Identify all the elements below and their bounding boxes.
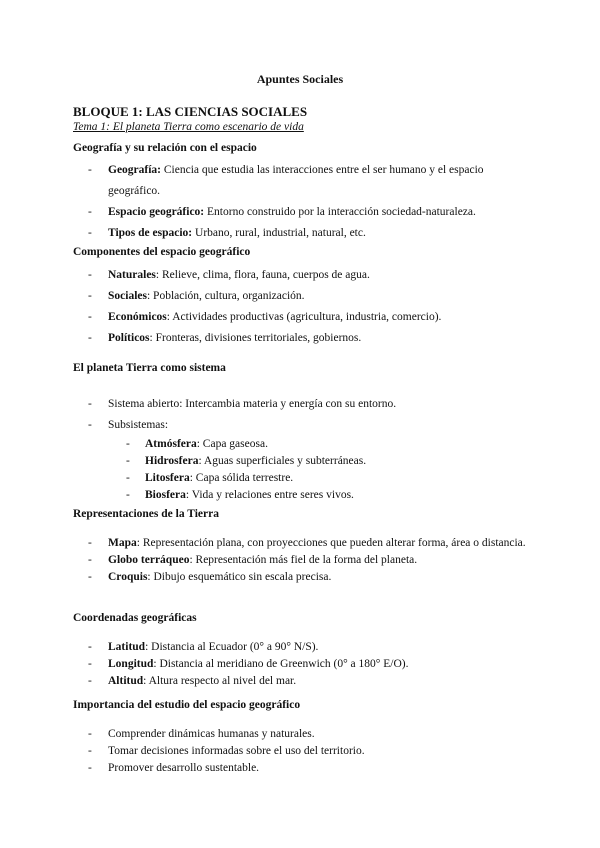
item-term: Políticos <box>108 332 150 344</box>
list-coordenadas <box>88 639 528 690</box>
item-term: Altitud <box>108 675 144 687</box>
item-text: : Aguas superficiales y subterráneas. <box>198 455 367 467</box>
item-text: : Relieve, clima, flora, fauna, cuerpos de agua. <box>155 269 370 281</box>
item-term: Tipos de espacio: <box>108 227 193 239</box>
list-item <box>88 569 528 586</box>
item-text: : Actividades productivas (agricultura, industria, comercio). <box>166 311 442 323</box>
block-title: BLOQUE 1: LAS CIENCIAS SOCIALES <box>73 104 308 119</box>
list-item <box>88 286 528 307</box>
sublist-item <box>108 470 528 487</box>
list-componentes <box>88 265 528 349</box>
sublist-item <box>108 487 528 504</box>
list-item <box>88 415 528 504</box>
item-term: Globo terráqueo <box>108 554 190 566</box>
section-heading-sistema: El planeta Tierra como sistema <box>73 362 226 374</box>
item-text: : Vida y relaciones entre seres vivos. <box>185 489 354 501</box>
item-term: Económicos <box>108 311 167 323</box>
tema-subtitle: Tema 1: El planeta Tierra como escenario de vida <box>73 121 304 133</box>
item-text: : Dibujo esquemático sin escala precisa. <box>147 571 332 583</box>
section-heading-importancia: Importancia del estudio del espacio geográfico <box>73 699 301 711</box>
item-text: : Fronteras, divisiones territoriales, gobiernos. <box>149 332 362 344</box>
section-heading-coordenadas: Coordenadas geográficas <box>73 612 197 624</box>
list-importancia <box>88 726 528 777</box>
item-term: Mapa <box>108 537 137 549</box>
item-text: : Representación más fiel de la forma del planeta. <box>189 554 418 566</box>
section-heading-representaciones: Representaciones de la Tierra <box>73 508 219 520</box>
item-term: Espacio geográfico: <box>108 206 205 218</box>
list-item <box>88 223 528 244</box>
item-term: Naturales <box>108 269 156 281</box>
sublist-item <box>108 453 528 470</box>
item-term: Biosfera <box>145 489 186 501</box>
item-text: Entorno construido por la interacción sociedad-naturaleza. <box>204 206 476 218</box>
item-term: Hidrosfera <box>145 455 199 467</box>
item-term: Sociales <box>108 290 147 302</box>
item-text: : Capa gaseosa. <box>196 438 268 450</box>
list-item <box>88 552 528 569</box>
item-text: : Distancia al Ecuador (0° a 90° N/S). <box>145 641 319 653</box>
list-sistema <box>88 394 528 504</box>
item-text: : Representación plana, con proyecciones que pueden alterar forma, área o distancia. <box>136 537 526 549</box>
item-term: Croquis <box>108 571 148 583</box>
item-term: Latitud <box>108 641 146 653</box>
document-title: Apuntes Sociales <box>256 72 344 86</box>
list-geografia <box>88 160 528 244</box>
item-text: Comprender dinámicas humanas y naturales. <box>108 728 315 740</box>
list-item <box>88 328 528 349</box>
item-text: : Población, cultura, organización. <box>146 290 305 302</box>
item-text: : Capa sólida terrestre. <box>189 472 294 484</box>
list-item <box>88 673 528 690</box>
list-item <box>88 656 528 673</box>
item-text: Tomar decisiones informadas sobre el uso del territorio. <box>108 745 365 757</box>
item-term: Atmósfera <box>145 438 197 450</box>
item-text: Subsistemas: <box>108 419 169 431</box>
list-item <box>88 202 528 223</box>
list-item <box>88 160 528 202</box>
list-item <box>88 535 528 552</box>
item-term: Geografía: <box>108 164 162 176</box>
item-term: Longitud <box>108 658 154 670</box>
item-text: : Altura respecto al nivel del mar. <box>143 675 297 687</box>
list-item <box>88 639 528 656</box>
list-item <box>88 726 528 743</box>
sublist-item <box>108 436 528 453</box>
item-text: : Distancia al meridiano de Greenwich (0° a 180° E/O). <box>153 658 409 670</box>
list-item <box>88 743 528 760</box>
item-text: Promover desarrollo sustentable. <box>108 762 260 774</box>
section-heading-geografia: Geografía y su relación con el espacio <box>73 142 257 154</box>
list-item <box>88 307 528 328</box>
sublist-subsistemas <box>108 436 528 504</box>
section-heading-componentes: Componentes del espacio geográfico <box>73 246 251 258</box>
list-item <box>88 394 528 415</box>
list-item <box>88 760 528 777</box>
item-text: Ciencia que estudia las interacciones entre el ser humano y el espacio geográfico. <box>108 164 484 197</box>
item-term: Litosfera <box>145 472 190 484</box>
list-representaciones <box>88 535 528 586</box>
list-item <box>88 265 528 286</box>
item-text: Sistema abierto: Intercambia materia y energía con su entorno. <box>108 398 397 410</box>
item-text: Urbano, rural, industrial, natural, etc. <box>192 227 366 239</box>
